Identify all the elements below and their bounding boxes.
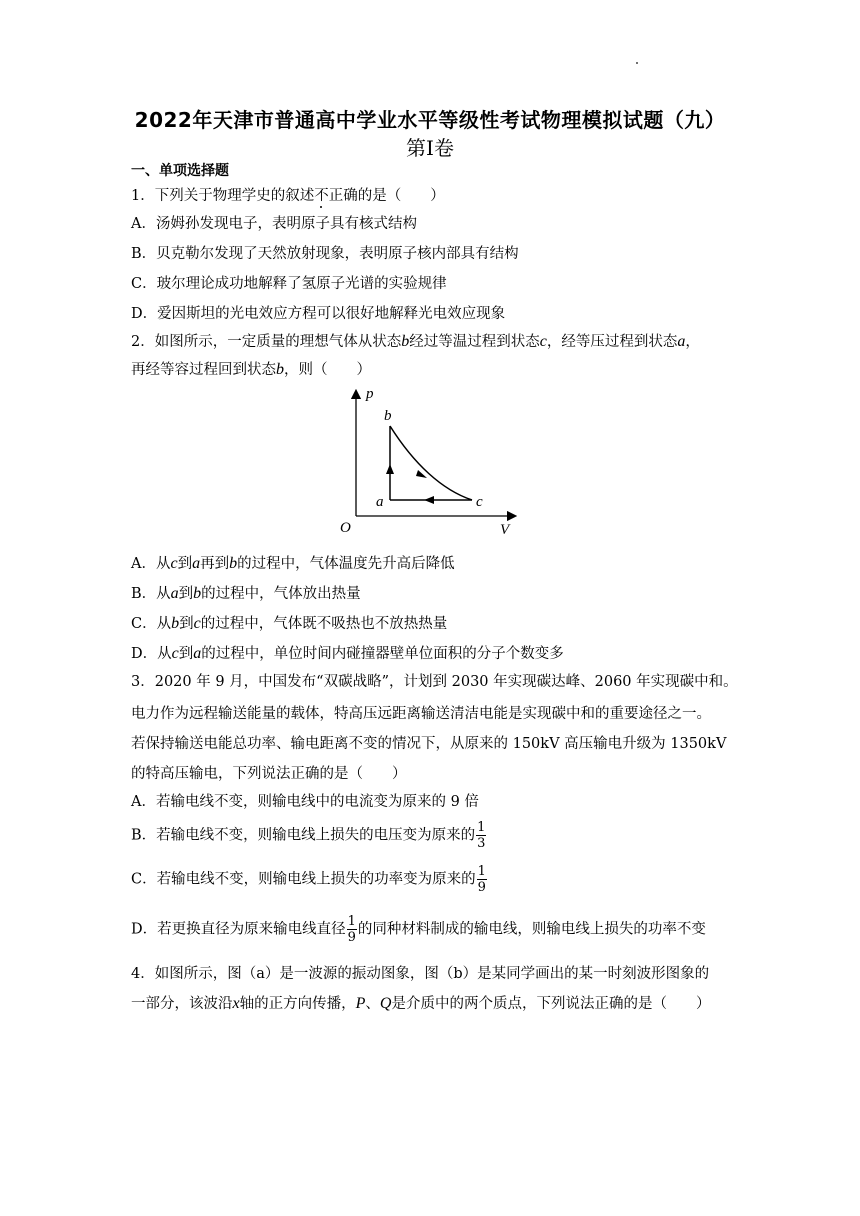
q1-stem: 1．下列关于物理学史的叙述不正确的是（ ） xyxy=(131,188,445,204)
q1-option-a: A．汤姆孙发现电子，表明原子具有核式结构 xyxy=(131,216,417,232)
fraction: $\frac{1}{9}$ xyxy=(477,864,486,895)
emphasis-char: 不 xyxy=(314,188,329,204)
pv-diagram xyxy=(334,382,524,542)
fraction: $\frac{1}{9}$ xyxy=(347,914,356,945)
q2-stem-line2: 再经等容过程回到状态b，则（ ） xyxy=(131,361,371,378)
arrow-c-to-a xyxy=(424,496,434,504)
label-a: a xyxy=(376,494,384,510)
q3-stem-line4: 的特高压输电，下列说法正确的是（ ） xyxy=(131,766,407,782)
q3-stem-line1: 3．2020 年 9 月，中国发布“双碳战略”，计划到 2030 年实现碳达峰、2060 年实现碳中和。 xyxy=(131,674,738,690)
page-marker-dot xyxy=(636,62,638,64)
q4-stem-line2: 一部分，该波沿x轴的正方向传播，P、Q是介质中的两个质点，下列说法正确的是（ ） xyxy=(131,995,711,1012)
q2-option-a: A．从c到a再到b的过程中，气体温度先升高后降低 xyxy=(131,555,455,572)
q3-option-b: B．若输电线不变，则输电线上损失的电压变为原来的 $\frac{1}{3}$ xyxy=(131,820,486,851)
q1-option-c: C．玻尔理论成功地解释了氢原子光谱的实验规律 xyxy=(131,276,447,292)
q3-option-a: A．若输电线不变，则输电线中的电流变为原来的 9 倍 xyxy=(131,794,479,810)
q3-option-d: D．若更换直径为原来输电线直径 $\frac{1}{9}$ 的同种材料制成的输电线，则输电线上损失的功率不变 xyxy=(131,914,706,945)
section-heading: 一、单项选择题 xyxy=(131,163,229,179)
label-p: p xyxy=(366,386,374,402)
label-b: b xyxy=(384,408,392,424)
page-title: 2022年天津市普通高中学业水平等级性考试物理模拟试题（九） xyxy=(134,108,726,132)
label-c: c xyxy=(476,494,483,510)
q2-option-b: B．从a到b的过程中，气体放出热量 xyxy=(131,585,361,602)
label-v: V xyxy=(500,522,510,538)
isothermal-curve-b-to-c xyxy=(390,426,472,500)
arrow-a-to-b xyxy=(386,464,394,474)
q2-stem-line1: 2．如图所示，一定质量的理想气体从状态b经过等温过程到状态c，经等压过程到状态a， xyxy=(131,333,700,350)
q1-option-b: B．贝克勒尔发现了天然放射现象，表明原子核内部具有结构 xyxy=(131,246,519,262)
fraction: $\frac{1}{3}$ xyxy=(477,820,486,851)
q1-option-d: D．爱因斯坦的光电效应方程可以很好地解释光电效应现象 xyxy=(131,306,506,322)
q3-option-c: C．若输电线不变，则输电线上损失的功率变为原来的 $\frac{1}{9}$ xyxy=(131,864,486,895)
q2-option-c: C．从b到c的过程中，气体既不吸热也不放热热量 xyxy=(131,615,448,632)
q3-stem-line2: 电力作为远程输送能量的载体，特高压远距离输送清洁电能是实现碳中和的重要途径之一。 xyxy=(131,706,711,722)
q2-option-d: D．从c到a的过程中，单位时间内碰撞器壁单位面积的分子个数变多 xyxy=(131,645,564,662)
page-subtitle: 第Ⅰ卷 xyxy=(406,136,454,160)
q3-stem-line3: 若保持输送电能总功率、输电距离不变的情况下，从原来的 150kV 高压输电升级为 1350kV xyxy=(131,736,727,752)
q4-stem-line1: 4．如图所示，图（a）是一波源的振动图象，图（b）是某同学画出的某一时刻波形图象的 xyxy=(131,966,710,982)
label-o: O xyxy=(340,520,351,536)
